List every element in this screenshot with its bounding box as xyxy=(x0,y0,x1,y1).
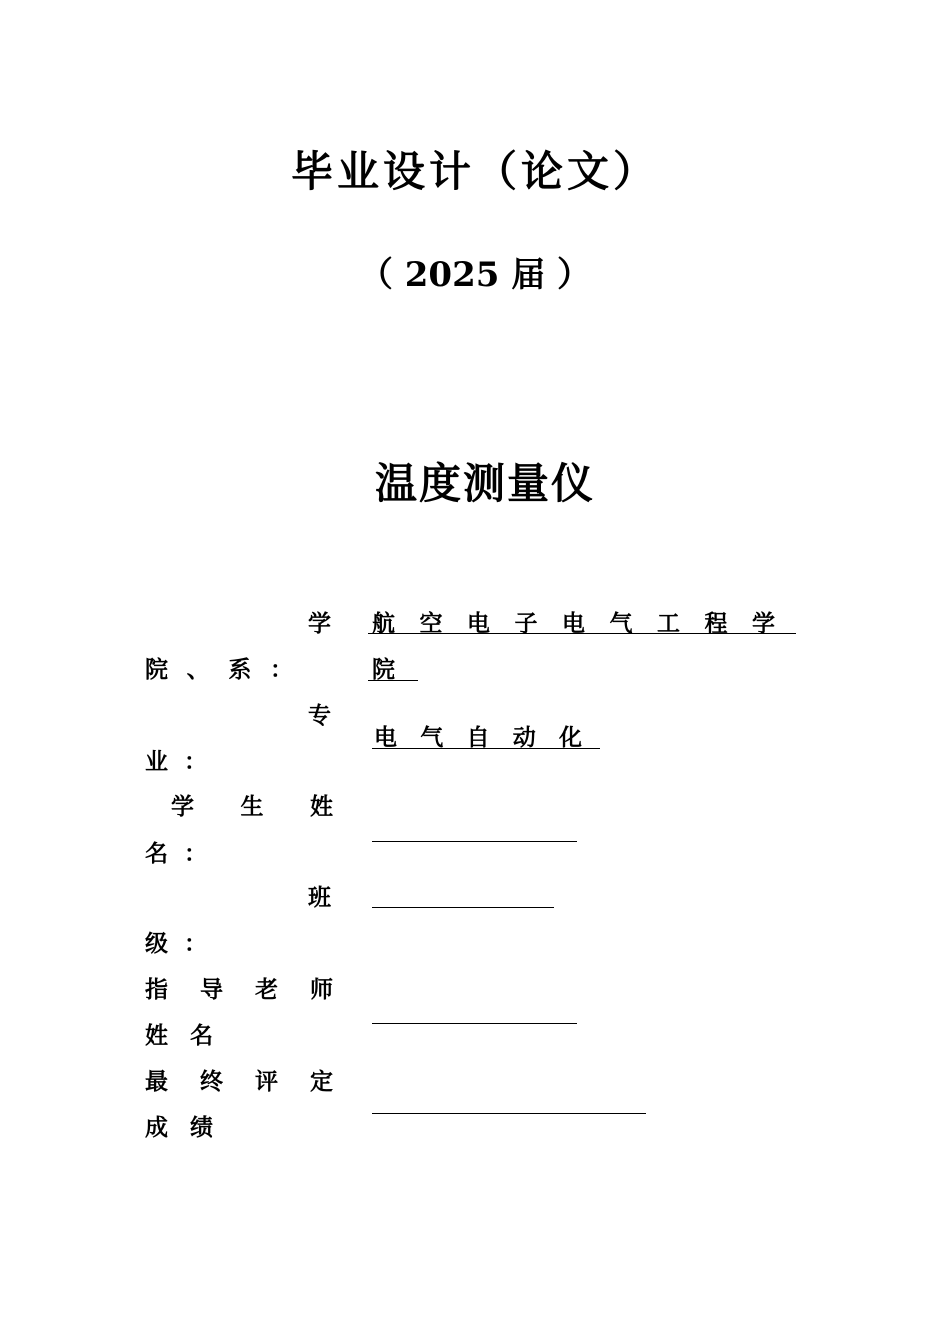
advisor-label-char: 指 xyxy=(145,976,168,1003)
grade-label-char: 定 xyxy=(310,1068,333,1095)
student-name-label-line1 xyxy=(171,792,333,822)
graduation-year: （ 2025 届 ） xyxy=(358,255,592,295)
college-label-char: ： xyxy=(269,656,293,683)
college-value-char: 程 xyxy=(704,610,728,637)
college-value-char: 气 xyxy=(609,610,633,637)
major-label-char: ： xyxy=(184,748,207,775)
college-value-char: 电 xyxy=(562,610,585,637)
advisor-label-char: 导 xyxy=(200,976,223,1003)
college-underline xyxy=(368,680,418,681)
college-label-char: 院 xyxy=(145,656,168,683)
student-name-label-char: 姓 xyxy=(310,793,333,820)
college-value-char: 航 xyxy=(372,610,395,637)
grade-label-char: 成 xyxy=(145,1114,168,1141)
student-name-underline[interactable] xyxy=(372,841,577,842)
major-value-char: 气 xyxy=(420,724,444,751)
major-value-char: 动 xyxy=(512,724,536,751)
advisor-label-char: 师 xyxy=(310,976,333,1003)
college-label-char: 、 xyxy=(186,656,210,683)
college-value-char: 电 xyxy=(467,610,490,637)
college-value-char: 学 xyxy=(752,610,775,637)
grade-label-char: 终 xyxy=(200,1068,223,1095)
grade-underline[interactable] xyxy=(372,1113,646,1114)
student-name-label-char: 名 xyxy=(145,840,168,867)
major-underline xyxy=(372,748,600,749)
student-name-label-char: ： xyxy=(184,840,207,867)
college-label-line2 xyxy=(145,655,293,685)
advisor-label-char: 姓 xyxy=(145,1022,168,1049)
major-label-char: 专 xyxy=(308,702,331,729)
class-label-char: ： xyxy=(184,930,207,957)
college-value-char: 工 xyxy=(657,610,680,637)
grade-label-char: 评 xyxy=(255,1068,278,1095)
thesis-title: 温度测量仪 xyxy=(374,459,595,508)
college-value-line1 xyxy=(372,609,775,639)
cover-title: 毕业设计（论文） xyxy=(290,147,659,196)
college-label-char: 系 xyxy=(228,656,252,683)
major-label-char: 业 xyxy=(145,748,168,775)
advisor-label-char: 老 xyxy=(255,976,278,1003)
grade-label-char: 绩 xyxy=(190,1114,213,1141)
major-value-char: 电 xyxy=(374,724,397,751)
major-value-char: 化 xyxy=(559,724,582,751)
student-name-label-char: 生 xyxy=(240,793,264,820)
advisor-label-line1 xyxy=(145,975,333,1005)
grade-label-char: 最 xyxy=(145,1068,168,1095)
college-underline xyxy=(368,633,796,634)
college-value-char: 子 xyxy=(514,610,538,637)
college-label-char: 学 xyxy=(308,610,331,637)
class-label-char: 级 xyxy=(145,930,168,957)
advisor-label-char: 名 xyxy=(190,1022,213,1049)
class-label-char: 班 xyxy=(308,884,331,911)
major-value-char: 自 xyxy=(466,724,490,751)
class-underline[interactable] xyxy=(372,907,554,908)
college-value-char: 院 xyxy=(372,656,395,683)
student-name-label-char: 学 xyxy=(171,793,194,820)
college-value-char: 空 xyxy=(419,610,443,637)
grade-label-line1 xyxy=(145,1067,333,1097)
advisor-underline[interactable] xyxy=(372,1023,577,1024)
